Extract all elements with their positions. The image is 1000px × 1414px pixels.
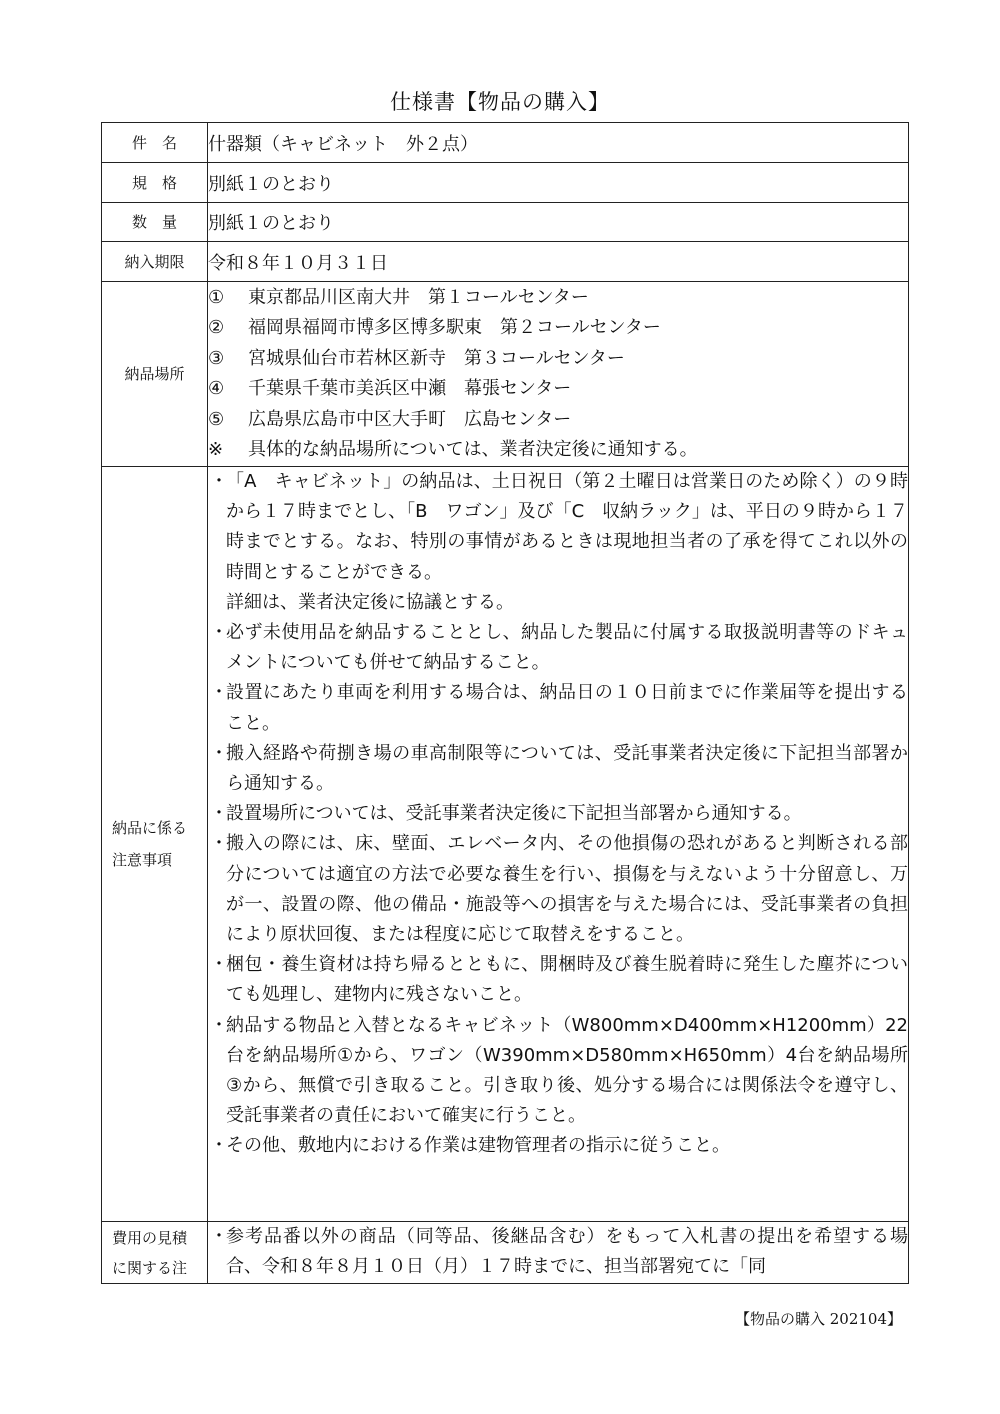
value-kigen: 令和８年１０月３１日	[208, 242, 909, 282]
spec-table	[101, 122, 909, 1284]
note-item: ・ 搬入経路や荷捌き場の車高制限等については、受託事業者決定後に下記担当部署から通知する。	[210, 742, 908, 795]
row-basho	[102, 282, 909, 467]
note-item: ・ 必ず未使用品を納品することとし、納品した製品に付属する取扱説明書等のドキュメントについても併せて納品すること。	[210, 622, 908, 674]
note-item: ・ 梱包・養生資材は持ち帰るとともに、開梱時及び養生脱着時に発生した塵芥についても処理し、建物内に残さないこと。	[210, 954, 908, 1006]
address-item: ④ 千葉県千葉市美浜区中瀬 幕張センター	[208, 378, 572, 399]
label-chui: 納品に係る 注意事項	[102, 467, 208, 1222]
row-suryo	[102, 203, 909, 242]
value-kenmei: 什器類（キャビネット 外２点）	[208, 123, 909, 163]
label-kikaku: 規 格	[102, 163, 208, 203]
notes-list	[208, 467, 909, 1222]
document-title: 仕様書【物品の購入】	[390, 90, 610, 114]
address-item: ① 東京都品川区南大井 第１コールセンター	[208, 286, 589, 308]
note-item: ・ 設置場所については、受託事業者決定後に下記担当部署から通知する。	[210, 803, 802, 825]
note-item: ・ その他、敷地内における作業は建物管理者の指示に従うこと。	[210, 1135, 730, 1157]
label-mitsumori: 費用の見積 に関する注	[102, 1222, 208, 1284]
delivery-address-list	[208, 282, 909, 467]
address-item: ② 福岡県福岡市博多区博多駅東 第２コールセンター	[208, 317, 661, 338]
note-item: ・ 設置にあたり車両を利用する場合は、納品日の１０日前までに作業届等を提出すること。	[210, 682, 908, 734]
value-kikaku: 別紙１のとおり	[208, 163, 909, 203]
note-continuation: 詳細は、業者決定後に協議とする。	[226, 591, 514, 613]
label-basho: 納品場所	[102, 282, 208, 467]
note-item: ・ 搬入の際には、床、壁面、エレベータ内、その他損傷の恐れがあると判断される部分については適宜の方法で必要な養生を行い、損傷を与えないよう十分留意し、万が一、設置の際、他の備品・施設等への損害を与えた場合には、受託事業者の負担により原状回復、または程度に応じて取替えをすること。	[210, 833, 908, 946]
footer-doc-code: 【物品の購入 202104】	[734, 1310, 902, 1328]
address-item: ⑤ 広島県広島市中区大手町 広島センター	[208, 408, 572, 430]
row-mitsumori	[102, 1222, 909, 1284]
row-chui	[102, 467, 909, 1222]
value-suryo: 別紙１のとおり	[208, 203, 909, 242]
row-kenmei	[102, 123, 909, 163]
row-kikaku	[102, 163, 909, 203]
note-item: ・ 参考品番以外の商品（同等品、後継品含む）をもって入札書の提出を希望する場合、令和８年８月１０日（月）１７時までに、担当部署宛てに「同	[210, 1226, 908, 1278]
note-item: ・ 「A キャビネット」の納品は、土日祝日（第２土曜日は営業日のため除く）の９時から１７時までとし、「B ワゴン」及び「C 収納ラック」は、平日の９時から１７時までとする。なお、特別の事情があるときは現地担当者の了承を得てこれ以外の時間とすることができる。	[210, 471, 908, 583]
row-kigen	[102, 242, 909, 282]
label-kenmei: 件 名	[102, 123, 208, 163]
estimate-notes	[208, 1222, 909, 1284]
label-kigen: 納入期限	[102, 242, 208, 282]
address-item: ③ 宮城県仙台市若林区新寺 第３コールセンター	[208, 347, 625, 369]
address-note: ※ 具体的な納品場所については、業者決定後に通知する。	[208, 439, 698, 460]
note-item: ・ 納品する物品と入替となるキャビネット（W800mm×D400mm×H1200mm）22台を納品場所①から、ワゴン（W390mm×D580mm×H650mm）4台を納品場所③から、無償で引き取ること。引き取り後、処分する場合には関係法令を遵守し、受託事業者の責任において確実に行うこと。	[210, 1014, 908, 1127]
label-suryo: 数 量	[102, 203, 208, 242]
